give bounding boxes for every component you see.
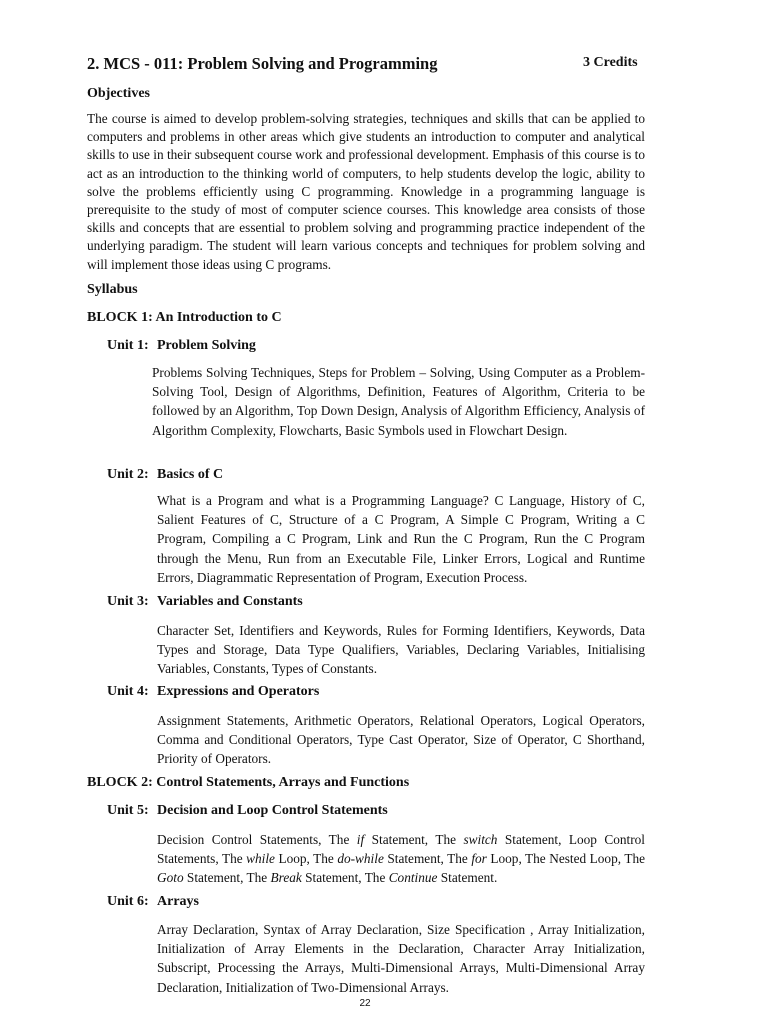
page-number: 22: [359, 998, 371, 1009]
unit-6-description: Array Declaration, Syntax of Array Declaration, Size Specification , Array Initialization, Initialization of Array Elements in the Declaration, Character Array Initialization, Subscript, Processing the Arrays, Multi-Dimensional Arrays, Multi-Dimensional Array Declaration, Initialization of Two-Dimensional Arrays.: [157, 922, 645, 995]
unit-2-title: Basics of C: [157, 467, 224, 482]
unit-5-text-part: Loop, The Nested Loop, The: [486, 851, 645, 867]
unit-5-text-part: Statement, The: [183, 870, 271, 886]
unit-5-keyword-for: for: [471, 851, 487, 867]
unit-1-number: Unit 1:: [107, 338, 149, 353]
unit-4-number: Unit 4:: [107, 684, 149, 699]
course-title-text: 2. MCS - 011: Problem Solving and Programming: [87, 54, 438, 73]
unit-5-text-part: Loop, The: [274, 851, 338, 867]
objectives-paragraph: The course is aimed to develop problem-solving strategies, techniques and skills that can be applied to computers and problems in other areas which give students an introduction to computer and analytical skills to use in their subsequent course work and professional development. Emphasis of this course is to act as an introduction to the thinking world of computers, to help students develop the logic, ability to solve the problems efficiently using C programming. Knowledge in a programming language is prerequisite to the study of most of computer science courses. This knowledge area consists of those skills and concepts that are essential to problem solving and programming practice independent of the underlying paradigm. The student will learn various concepts and techniques for problem solving and will implement those ideas using C programs.: [87, 111, 645, 272]
unit-5-heading: [107, 803, 388, 819]
unit-1-title: Problem Solving: [157, 338, 256, 353]
unit-5-text-part: Statement.: [437, 870, 498, 886]
unit-3-heading: [107, 594, 303, 610]
syllabus-heading: Syllabus: [87, 282, 138, 297]
unit-5-keyword-goto: Goto: [157, 870, 184, 886]
unit-4-description: Assignment Statements, Arithmetic Operators, Relational Operators, Logical Operators, Comma and Conditional Operators, Type Cast Operator, Size of Operator, C Shorthand, Priority of Operators.: [157, 713, 645, 767]
unit-5-title: Decision and Loop Control Statements: [157, 803, 388, 818]
block-2-heading: BLOCK 2: Control Statements, Arrays and Functions: [87, 775, 410, 790]
unit-1-heading: [107, 338, 256, 354]
unit-5-keyword-while: while: [246, 851, 275, 867]
unit-5-text-part: Statement, The: [301, 870, 389, 886]
unit-5-text-part: Statement, Loop Control Statements, The: [157, 832, 645, 867]
unit-6-heading: [107, 894, 199, 910]
unit-2-number: Unit 2:: [107, 467, 149, 482]
unit-4-title: Expressions and Operators: [157, 684, 320, 699]
unit-5-text-part: Decision Control Statements, The: [157, 832, 357, 847]
unit-2-heading: [107, 467, 223, 483]
unit-5-description: [157, 830, 645, 888]
unit-6-number: Unit 6:: [107, 894, 149, 909]
unit-3-title: Variables and Constants: [157, 594, 303, 609]
unit-5-keyword-do-while: do-while: [337, 851, 384, 867]
unit-5-keyword-if: if: [356, 832, 365, 847]
unit-1-description: Problems Solving Techniques, Steps for Problem – Solving, Using Computer as a Problem-Solving Tool, Design of Algorithms, Definition, Features of Algorithm, Criteria to be followed by an Algorithm, Top Down Design, Analysis of Algorithm Efficiency, Analysis of Algorithm Complexity, Flowcharts, Basic Symbols used in Flowchart Design.: [152, 365, 645, 438]
unit-4-heading: [107, 684, 319, 700]
unit-5-keyword-continue: Continue: [388, 870, 438, 886]
unit-6-title: Arrays: [157, 894, 199, 909]
block-1-heading: BLOCK 1: An Introduction to C: [87, 310, 282, 325]
objectives-heading: Objectives: [87, 86, 150, 101]
unit-5-text-part: Statement, The: [383, 851, 472, 867]
unit-3-number: Unit 3:: [107, 594, 149, 609]
unit-5-text-part: Statement, The: [364, 832, 464, 847]
unit-5-keyword-switch: switch: [463, 832, 498, 847]
course-title: [87, 54, 647, 76]
course-credits: 3 Credits: [583, 55, 638, 70]
unit-2-description: What is a Program and what is a Programming Language? C Language, History of C, Salient Features of C, Structure of a C Program, A Simple C Program, Writing a C Program, Compiling a C Program, Link and Run the C Program, Run the C Program through the Menu, Run from an Executable File, Linker Errors, Logical and Runtime Errors, Diagrammatic Representation of Program, Execution Process.: [157, 493, 645, 585]
unit-3-description: Character Set, Identifiers and Keywords, Rules for Forming Identifiers, Keywords, Data Types and Storage, Data Type Qualifiers, Variables, Declaring Variables, Initialising Variables, Constants, Types of Constants.: [157, 623, 645, 677]
unit-5-number: Unit 5:: [107, 803, 149, 818]
unit-5-keyword-break: Break: [270, 870, 302, 886]
